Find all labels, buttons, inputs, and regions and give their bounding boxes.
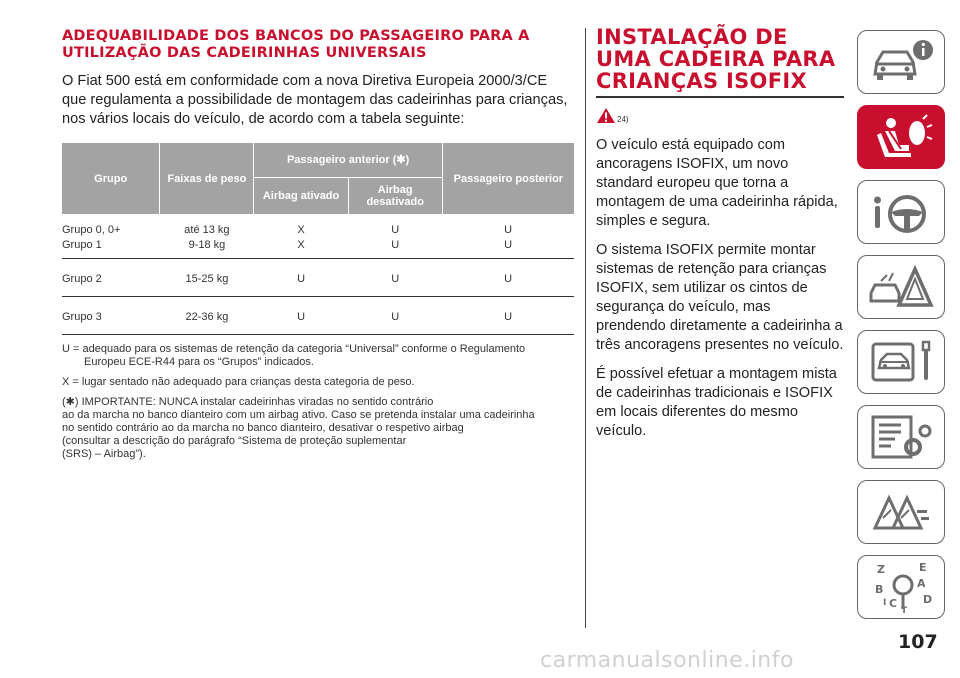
table-cell: Grupo 0, 0+	[62, 223, 121, 236]
index-letter: C	[889, 597, 898, 610]
note-u-line1: U = adequado para os sistemas de retenção da categoria “Universal” conforme o Regulamento	[62, 343, 526, 355]
isofix-heading	[596, 26, 844, 92]
heading-underline	[596, 96, 844, 98]
table-cell: U	[254, 297, 348, 335]
isofix-paragraph: É possível efetuar a montagem mista de cadeirinhas tradicionais e ISOFIX em locais diferentes do mesmo veículo.	[596, 366, 837, 439]
car-wrench-icon	[861, 334, 941, 390]
table-cell: U	[504, 223, 513, 236]
index-letter: B	[875, 583, 884, 596]
chapter-tab-index[interactable]	[857, 555, 945, 619]
header-passageiro-anterior: Passageiro anterior (✱)	[254, 143, 442, 178]
right-column	[596, 26, 844, 441]
index-letter: A	[917, 577, 926, 590]
table-cell: U	[348, 259, 442, 297]
table-row	[62, 214, 574, 237]
table-cell: U	[442, 237, 574, 259]
isofix-paragraph: O veículo está equipado com ancoragens ISOFIX, um novo standard europeu que torna a montagem de uma cadeirinha rápida, simples e segura.	[596, 137, 838, 229]
warning-triangle-icon	[596, 107, 616, 124]
warning-ref-number: 24)	[617, 115, 629, 124]
isofix-heading-line: CRIANÇAS ISOFIX	[596, 69, 807, 93]
table-cell: Grupo 2	[62, 259, 160, 297]
index-letter: D	[923, 593, 933, 606]
table-row	[62, 259, 574, 297]
table-cell: U	[254, 259, 348, 297]
left-column	[62, 28, 574, 468]
compatibility-table	[62, 143, 574, 335]
table-cell: U	[391, 223, 400, 236]
chapter-tab-multimedia[interactable]	[857, 480, 945, 544]
isofix-heading-line: UMA CADEIRA PARA	[596, 47, 836, 71]
index-letter: Z	[877, 563, 885, 576]
note-u	[62, 343, 574, 369]
table-row	[62, 237, 574, 259]
header-passageiro-posterior: Passageiro posterior	[442, 143, 574, 214]
note-important-line: (SRS) – Airbag”).	[62, 448, 146, 460]
chapter-tab-technical-data[interactable]	[857, 405, 945, 469]
header-faixas: Faixas de peso	[160, 143, 254, 214]
table-cell: U	[348, 297, 442, 335]
header-grupo: Grupo	[62, 143, 160, 214]
isofix-paragraph: O sistema ISOFIX permite montar sistemas de retenção para crianças ISOFIX, sem utilizar os cintos de segurança do veículo, mas prendendo diretamente a cadeirinha a três ancoragens presentes no veículo.	[596, 242, 844, 353]
steering-wheel-icon	[861, 184, 941, 240]
warning-reference	[596, 106, 844, 124]
header-airbag-desativado: Airbag desativado	[348, 178, 442, 215]
table-cell: Grupo 3	[62, 297, 160, 335]
section-heading: ADEQUABILIDADE DOS BANCOS DO PASSAGEIRO PARA A UTILIZAÇÃO DAS CADEIRINHAS UNIVERSAIS	[62, 28, 530, 61]
note-important	[62, 396, 574, 461]
table-cell: 15-25 kg	[160, 259, 254, 297]
specs-gear-icon	[861, 409, 941, 465]
table-cell: 9-18 kg	[160, 237, 254, 259]
page-number: 107	[898, 631, 938, 653]
intro-paragraph: O Fiat 500 está em conformidade com a nova Diretiva Europeia 2000/3/CE que regulamenta a possibilidade de montagem das cadeirinhas para crianças, nos vários locais do veículo, de acordo com a tabela seguinte:	[62, 73, 568, 127]
watermark: carmanualsonline.info	[540, 648, 794, 673]
index-letter: T	[901, 606, 908, 615]
table-cell: Grupo 1	[62, 237, 160, 259]
warning-triangle-icon	[861, 259, 941, 315]
index-letter: E	[919, 561, 927, 574]
chapter-tab-knowing-car[interactable]	[857, 30, 945, 94]
note-u-line2: Europeu ECE-R44 para os “Grupos” indicados.	[84, 356, 314, 368]
table-cell: até 13 kg	[184, 223, 230, 236]
note-x: X = lugar sentado não adequado para crianças desta categoria de peso.	[62, 376, 415, 388]
chapter-tab-starting-driving[interactable]	[857, 180, 945, 244]
table-cell: X	[297, 223, 305, 236]
note-important-line: (consultar a descrição do parágrafo “Sistema de proteção suplementar	[62, 435, 407, 447]
table-row	[62, 297, 574, 335]
chapter-tab-maintenance[interactable]	[857, 330, 945, 394]
header-airbag-ativado: Airbag ativado	[254, 178, 348, 215]
car-info-icon	[861, 34, 941, 90]
note-important-line: (✱) IMPORTANTE: NUNCA instalar cadeirinhas viradas no sentido contrário	[62, 396, 434, 408]
index-icon	[861, 559, 941, 615]
isofix-heading-line: INSTALAÇÃO DE	[596, 25, 788, 49]
multimedia-icon	[861, 484, 941, 540]
table-cell: U	[442, 297, 574, 335]
table-cell: U	[442, 259, 574, 297]
table-cell: 22-36 kg	[160, 297, 254, 335]
note-important-line: ao da marcha no banco dianteiro com um airbag ativo. Caso se pretenda instalar uma cadeirinha	[62, 409, 535, 421]
seat-airbag-icon	[861, 109, 941, 165]
index-letter: I	[883, 598, 887, 608]
chapter-sidebar	[857, 30, 947, 630]
table-cell: X	[254, 237, 348, 259]
table-notes	[62, 343, 574, 461]
chapter-tab-safety[interactable]	[857, 105, 945, 169]
table-cell: U	[348, 237, 442, 259]
note-important-line: no sentido contrário ao da marcha no banco dianteiro, desativar o respetivo airbag	[62, 422, 464, 434]
chapter-tab-emergency[interactable]	[857, 255, 945, 319]
column-divider	[585, 28, 586, 628]
